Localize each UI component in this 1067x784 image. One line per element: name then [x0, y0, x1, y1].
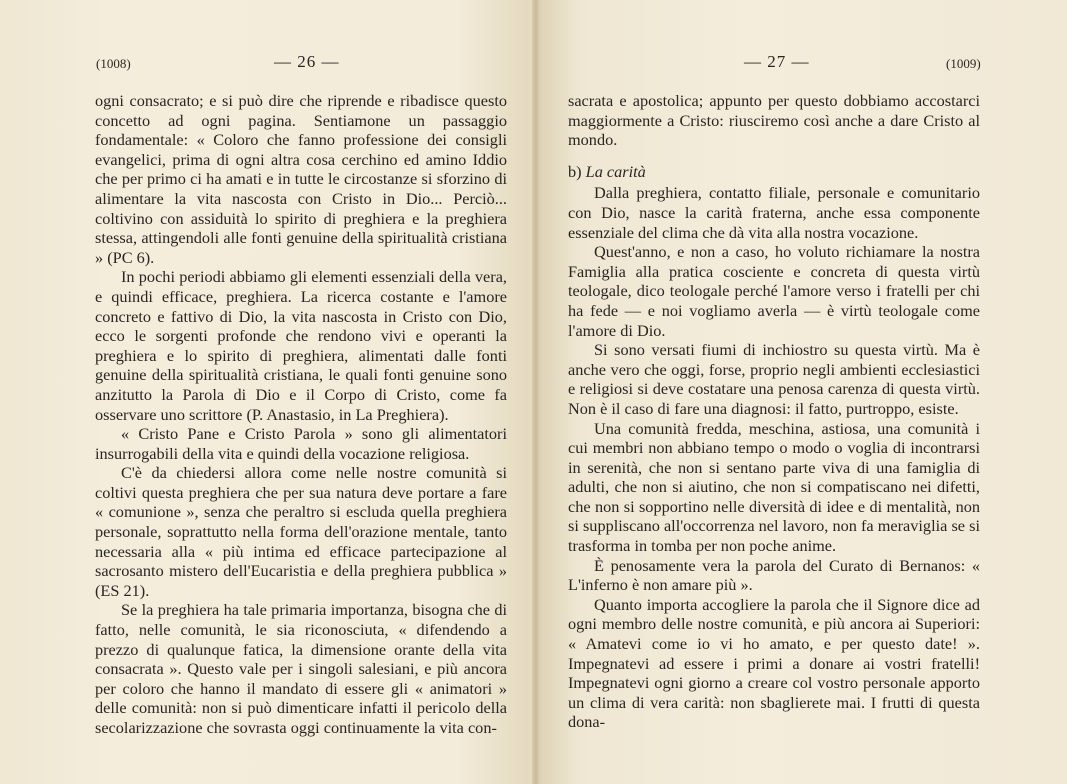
right-page-number: — 27 —: [744, 52, 810, 71]
left-paragraph-2: In pochi periodi abbiamo gli elementi essenziali della vera, e quindi efficace, preghiera. La ricerca costante e l'amore concreto e fattivo di Dio, la vita nascosta in Cristo con Dio, ecco le sorgenti profonde che rendono vivi e operanti la preghiera e lo spirito di preghiera, alimentati dalle fonti genuine della spiritualità cristiana, le quali fonti genuine sono anzitutto la Parola di Dio e il Corpo di Cristo, come fa osservare uno scrittore (P. Anastasio, in La Preghiera).: [95, 267, 507, 424]
right-paragraph-1: Dalla preghiera, contatto filiale, personale e comunitario con Dio, nasce la carità fraterna, anche essa componente essenziale del clima che dà vita alla nostra vocazione.: [568, 183, 980, 242]
section-heading: [568, 162, 980, 182]
right-paragraph-5: È penosamente vera la parola del Curato di Bernanos: « L'inferno è non amare più ».: [568, 555, 980, 595]
left-paragraph-5: Se la preghiera ha tale primaria importanza, bisogna che di fatto, nelle comunità, le sia riconosciuta, « difendendo a prezzo di qualunque fatica, la dimensione orante della vita consacrata ». Questo vale per i singoli salesiani, e più ancora per coloro che hanno il mandato di essere gli « animatori » delle comunità: non si può dimenticare infatti il pericolo della secolarizzazione che sovrasta oggi continuamente la vita con-: [95, 600, 507, 737]
right-opening-paragraph: sacrata e apostolica; appunto per questo dobbiamo accostarci maggiormente a Cristo: riusciremo così anche a dare Cristo al mondo.: [568, 91, 980, 150]
right-paragraph-3: Si sono versati fiumi di inchiostro su questa virtù. Ma è anche vero che oggi, forse, proprio negli ambienti ecclesiastici e religiosi si deve costatare una penosa carenza di questa virtù. Non è il caso di fare una diagnosi: il fatto, purtroppo, esiste.: [568, 340, 980, 418]
left-paragraph-1: ogni consacrato; e si può dire che riprende e ribadisce questo concetto ad ogni pagina. Sentiamone un passaggio fondamentale: « Coloro che fanno professione dei consigli evangelici, prima di ogni altra cosa cerchino ed amino Iddio che per primo ci ha amati e in tutte le circostanze si sforzino di alimentare la vita nascosta con Cristo in Dio... Perciò... coltivino con assiduità lo spirito di preghiera e la preghiera stessa, attingendoli alle fonti genuine della spiritualità cristiana » (PC 6).: [95, 91, 507, 267]
right-page: [536, 0, 1067, 784]
right-paragraph-4: Una comunità fredda, meschina, astiosa, una comunità i cui membri non abbiano tempo o modo o voglia di incontrarsi in serenità, che non si sentano parte viva di una famiglia di adulti, che non si aiutino, che non si compatiscano nei difetti, che non si sopportino nelle diversità di idee e di mentalità, non si suppliscano all'occorrenza nel lavoro, non fa meraviglia se si trasforma in tomba per non poche anime.: [568, 418, 980, 556]
left-paragraph-3: « Cristo Pane e Cristo Parola » sono gli alimentatori insurrogabili della vita e quindi della vocazione religiosa.: [95, 424, 507, 463]
left-page-number: — 26 —: [274, 52, 340, 71]
book-gutter: [532, 0, 540, 784]
right-body: [568, 91, 980, 732]
section-letter: b): [568, 161, 582, 181]
left-body: [95, 91, 507, 738]
right-paragraph-2: Quest'anno, e non a caso, ho voluto richiamare la nostra Famiglia alla pratica cosciente e concreta di questa virtù teologale, dico teologale perché l'amore verso i fratelli per chi ha fede — e noi vogliamo averla — è virtù teologale come l'amore di Dio.: [568, 242, 980, 340]
right-header-code: (1009): [946, 56, 981, 71]
left-header-code: (1008): [96, 56, 131, 71]
left-paragraph-4: C'è da chiedersi allora come nelle nostre comunità si coltivi questa preghiera che per sua natura deve portare a fare « comunione », senza che peraltro si escluda quella preghiera personale, soprattutto nella forma dell'orazione mentale, tanto necessaria alla « più intima ed efficace partecipazione al sacrosanto mistero dell'Eucaristia e della preghiera pubblica » (ES 21).: [95, 463, 507, 600]
section-title: La carità: [585, 161, 646, 181]
right-paragraph-6: Quanto importa accogliere la parola che il Signore dice ad ogni membro delle nostre comunità, e più ancora ai Superiori: « Amatevi come io vi ho amato, e per questo date! ». Impegnatevi ad essere i primi a donare ai vostri fratelli! Impegnatevi ogni giorno a creare col vostro personale apporto un clima di vera carità: non sbaglierete mai. I frutti di questa dona-: [568, 594, 980, 732]
